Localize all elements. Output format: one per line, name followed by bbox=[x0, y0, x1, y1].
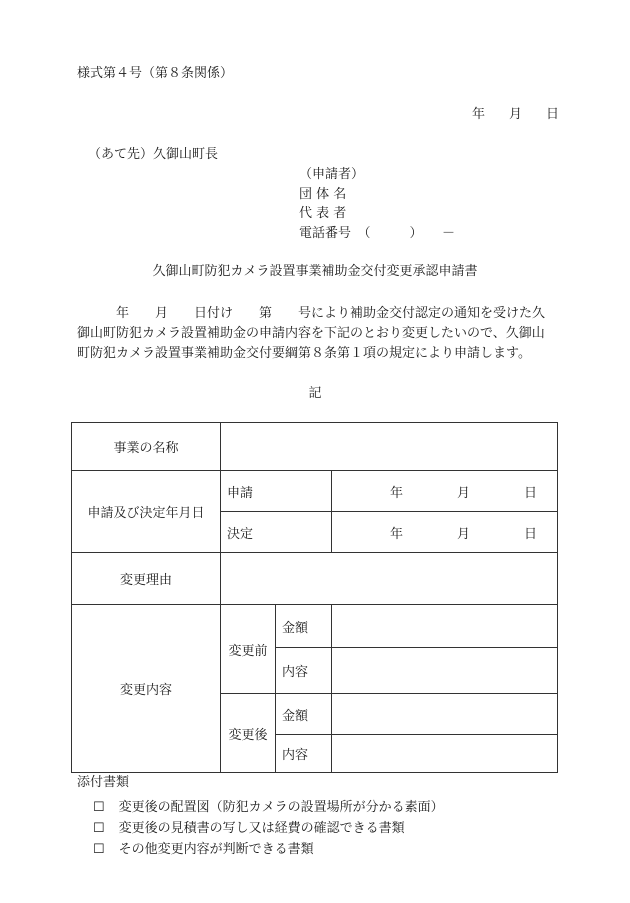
apply-day: 日 bbox=[524, 485, 538, 501]
after-label: 変更後 bbox=[221, 694, 276, 773]
applicant-heading: （申請者） bbox=[299, 167, 365, 182]
decide-date-field[interactable] bbox=[332, 512, 558, 553]
after-detail-field[interactable] bbox=[332, 735, 558, 773]
year-label: 年 bbox=[472, 107, 486, 122]
apply-date-field[interactable] bbox=[332, 471, 558, 512]
document-title: 久御山町防犯カメラ設置事業補助金交付変更承認申請書 bbox=[152, 264, 478, 279]
attachments-section bbox=[77, 776, 444, 860]
addressee: （あて先）久御山町長 bbox=[88, 147, 219, 162]
attachment-item bbox=[77, 797, 444, 818]
content-label: 変更内容 bbox=[72, 605, 221, 773]
attachment-text: その他変更内容が判断できる書類 bbox=[118, 842, 314, 857]
apply-year: 年 bbox=[390, 485, 404, 501]
decide-label: 決定 bbox=[221, 512, 332, 553]
project-name-label: 事業の名称 bbox=[72, 423, 221, 471]
checkbox-icon[interactable]: ☐ bbox=[93, 800, 105, 815]
dates-label: 申請及び決定年月日 bbox=[72, 471, 221, 553]
attachments-title: 添付書類 bbox=[77, 775, 130, 790]
before-amount-field[interactable] bbox=[332, 605, 558, 648]
form-number: 様式第４号（第８条関係） bbox=[77, 66, 234, 81]
attachment-item bbox=[77, 839, 444, 860]
checkbox-icon[interactable]: ☐ bbox=[93, 842, 105, 857]
phone-format: （ ） － bbox=[364, 225, 456, 241]
applicant-block bbox=[299, 165, 455, 243]
before-label: 変更前 bbox=[221, 605, 276, 694]
before-detail-label: 内容 bbox=[276, 648, 332, 694]
before-amount-label: 金額 bbox=[276, 605, 332, 648]
project-name-field[interactable] bbox=[221, 423, 558, 471]
organization-name-label: 団 体 名 bbox=[299, 186, 347, 202]
apply-label: 申請 bbox=[221, 471, 332, 512]
phone-row bbox=[299, 224, 455, 244]
decide-day: 日 bbox=[524, 526, 538, 542]
after-detail-label: 内容 bbox=[276, 735, 332, 773]
after-amount-label: 金額 bbox=[276, 694, 332, 735]
request-body-text: 年 月 日付け 第 号により補助金交付認定の通知を受けた久御山町防犯カメラ設置補助金の申請内容を下記のとおり変更したいので、久御山町防犯カメラ設置事業補助金交付要綱第８条第１項の規定により申請します。 bbox=[77, 306, 546, 361]
change-request-table bbox=[71, 422, 558, 773]
reason-label: 変更理由 bbox=[72, 553, 221, 605]
ki-heading: 記 bbox=[308, 386, 322, 401]
apply-month: 月 bbox=[457, 485, 471, 501]
after-amount-field[interactable] bbox=[332, 694, 558, 735]
decide-month: 月 bbox=[457, 526, 471, 542]
attachment-item bbox=[77, 818, 444, 839]
phone-label: 電話番号 bbox=[299, 225, 352, 241]
month-label: 月 bbox=[509, 107, 523, 122]
reason-field[interactable] bbox=[221, 553, 558, 605]
day-label: 日 bbox=[546, 107, 560, 122]
submission-date bbox=[456, 108, 559, 121]
attachment-text: 変更後の見積書の写し又は経費の確認できる書類 bbox=[118, 821, 405, 836]
decide-year: 年 bbox=[390, 526, 404, 542]
attachment-text: 変更後の配置図（防犯カメラの設置場所が分かる素面） bbox=[118, 800, 444, 815]
representative-label: 代 表 者 bbox=[299, 206, 347, 221]
before-detail-field[interactable] bbox=[332, 648, 558, 694]
checkbox-icon[interactable]: ☐ bbox=[93, 821, 105, 836]
